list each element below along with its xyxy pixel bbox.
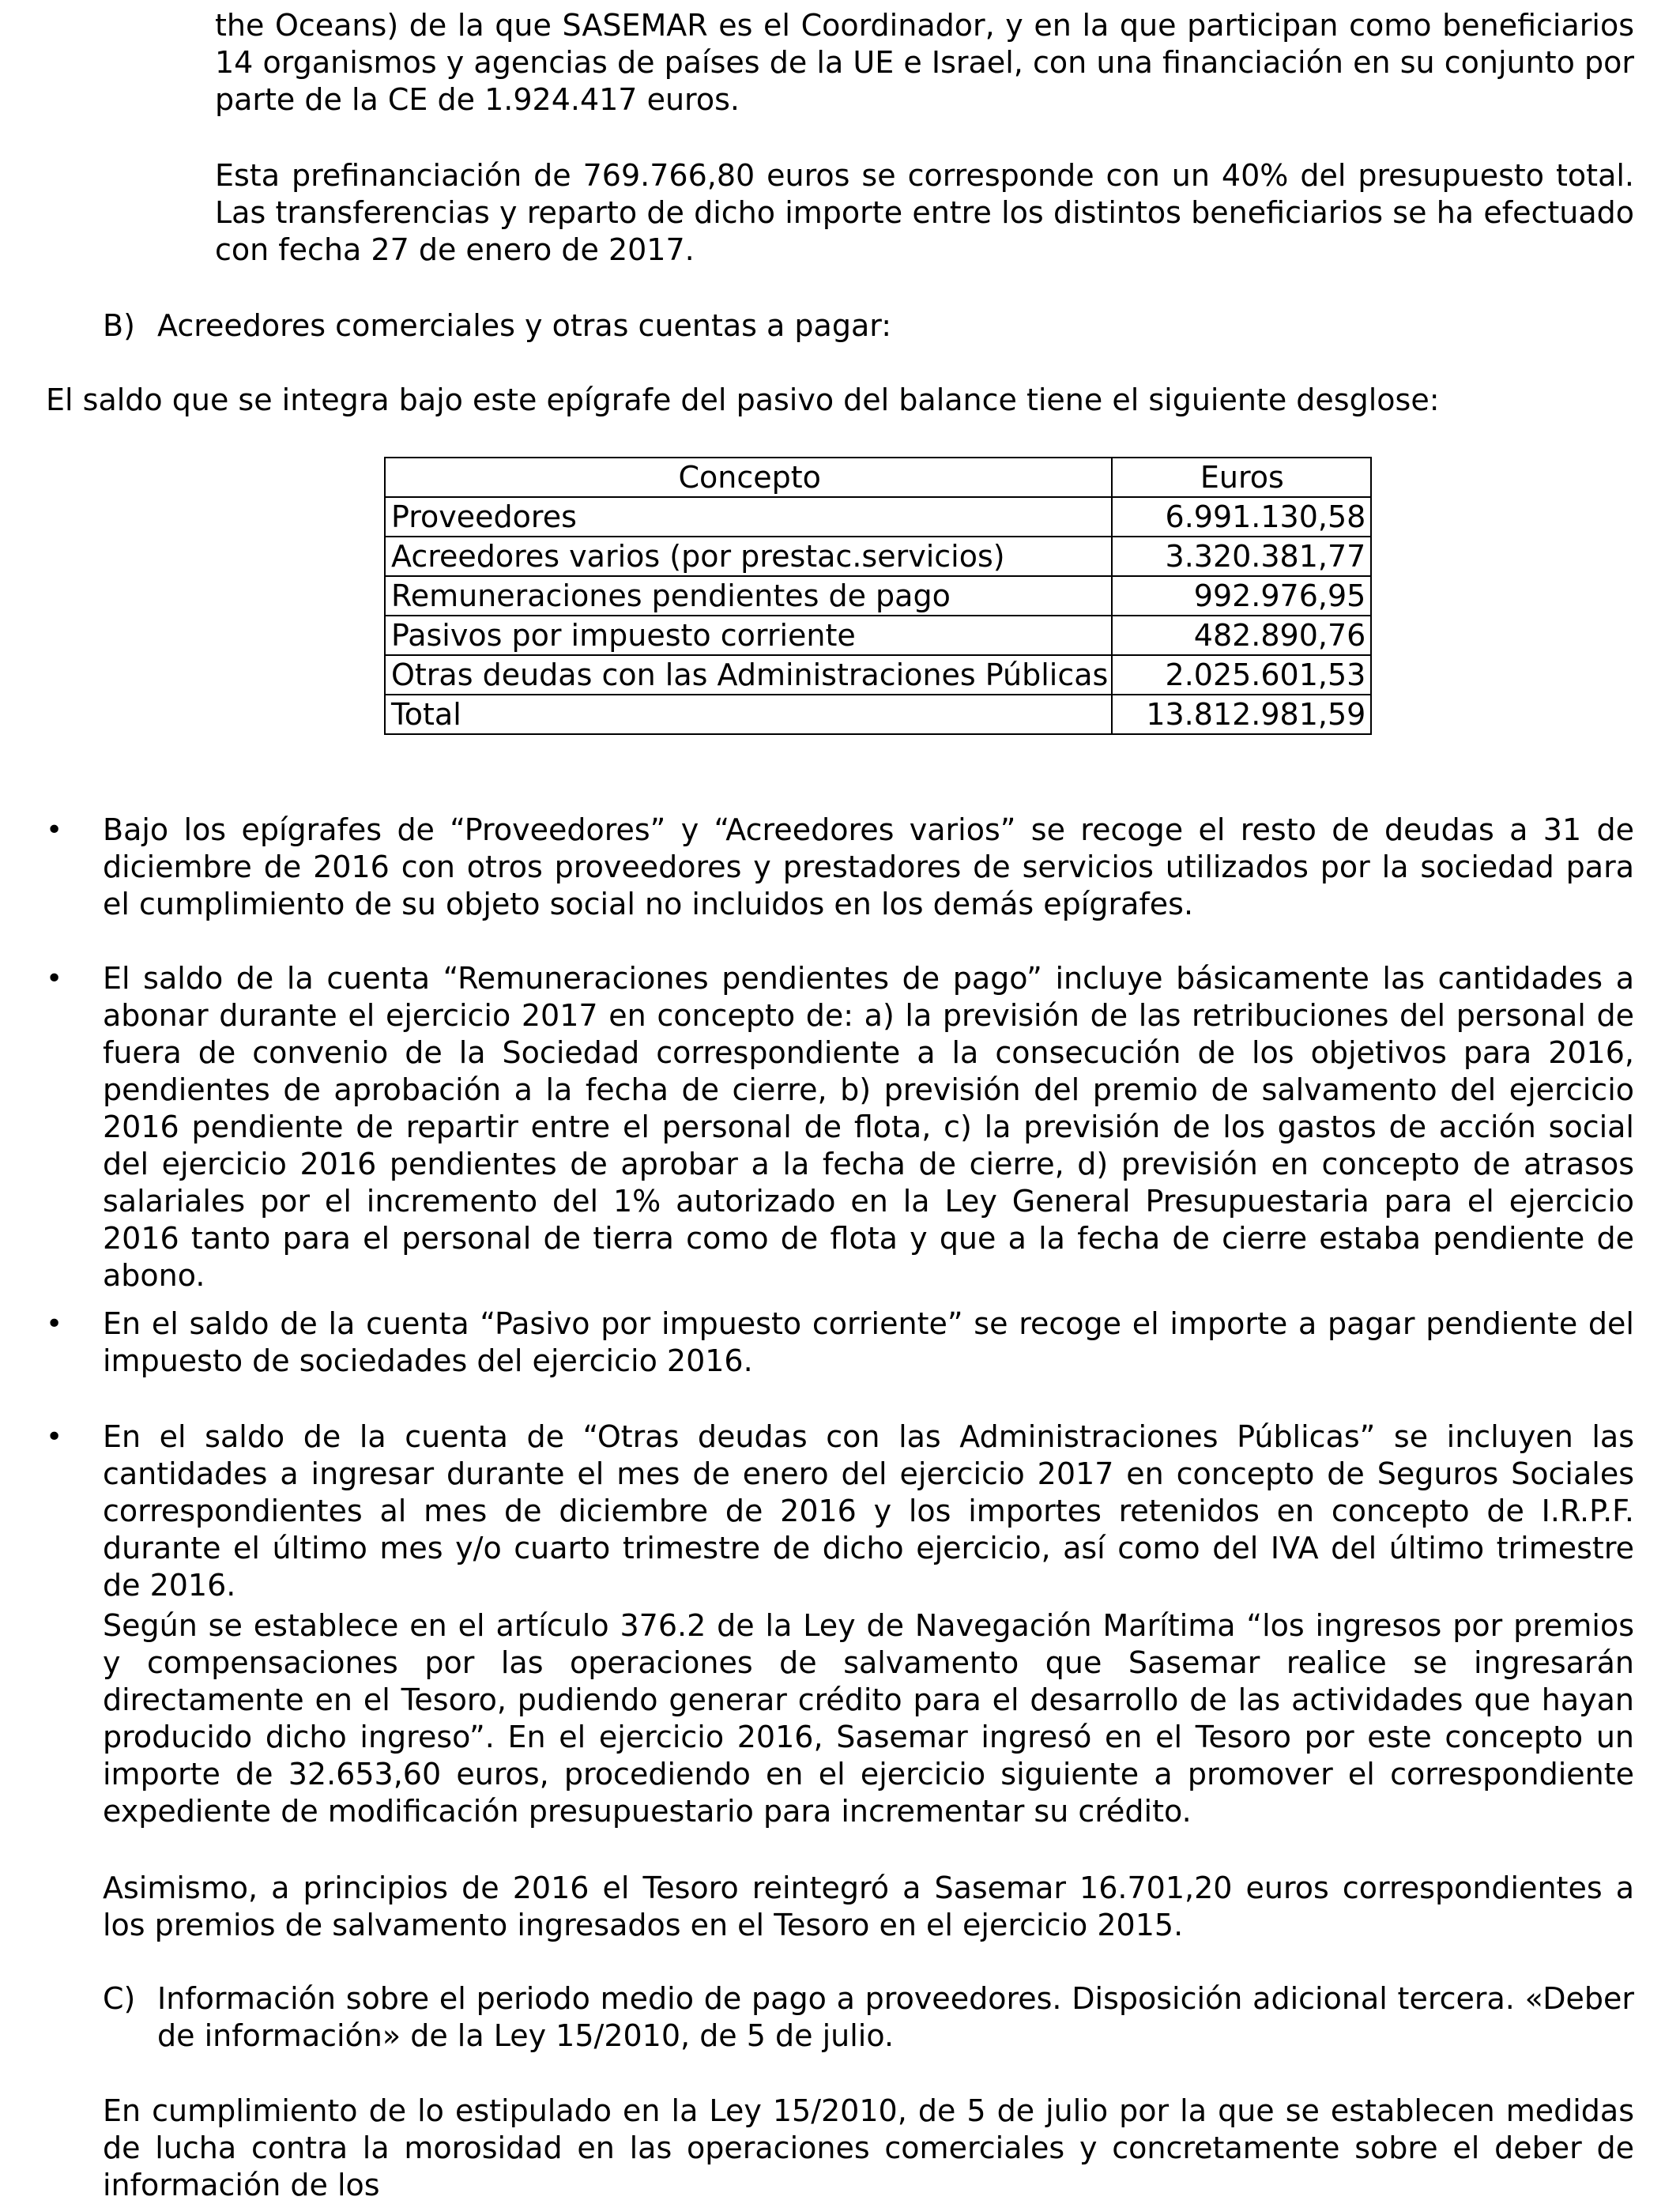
table-row <box>385 497 1371 537</box>
total-amount: 13.812.981,59 <box>1112 695 1371 734</box>
paragraph-prefinancing-amount: Esta prefinanciación de 769.766,80 euros se corresponde con un 40% del presupuesto total. Las transferencias y reparto de dicho importe entre los distintos beneficiarios se ha efectuado con fecha 27 de enero de 2017. <box>215 158 1634 267</box>
bullet-impuesto-corriente: En el saldo de la cuenta “Pasivo por impuesto corriente” se recoge el importe a pagar pendiente del impuesto de sociedades del ejercicio 2016. <box>103 1306 1634 1378</box>
section-c-title: Información sobre el periodo medio de pago a proveedores. Disposición adicional tercera. «Deber de información» de la Ley 15/2010, de 5 de julio. <box>157 1981 1634 2053</box>
header-concept: Concepto <box>385 458 1112 497</box>
table-total-row <box>385 695 1371 734</box>
paragraph-cumplimiento: En cumplimiento de lo estipulado en la Ley 15/2010, de 5 de julio por la que se establecen medidas de lucha contra la morosidad en las operaciones comerciales y concretamente sobre el deber de información de los <box>103 2093 1634 2202</box>
row-amount: 482.890,76 <box>1112 616 1371 655</box>
row-concept: Otras deudas con las Administraciones Públicas <box>385 655 1112 695</box>
section-b-label: B) <box>103 308 135 343</box>
bullet-administraciones: En el saldo de la cuenta de “Otras deudas con las Administraciones Públicas” se incluyen las cantidades a ingresar durante el mes de enero del ejercicio 2017 en concepto de Seguros Sociales correspondientes al mes de diciembre de 2016 y los importes retenidos en concepto de I.R.P.F. durante el último mes y/o cuarto trimestre de dicho ejercicio, así como del IVA del último trimestre de 2016. <box>103 1419 1634 1603</box>
section-c-label: C) <box>103 1981 136 2016</box>
row-amount: 3.320.381,77 <box>1112 537 1371 576</box>
bullet-remuneraciones: El saldo de la cuenta “Remuneraciones pendientes de pago” incluye básicamente las cantidades a abonar durante el ejercicio 2017 en concepto de: a) la previsión de las retribuciones del personal de fuera de convenio de la Sociedad correspondiente a la consecución de los objetivos para 2016, pendientes de aprobación a la fecha de cierre, b) previsión del premio de salvamento del ejercicio 2016 pendiente de repartir entre el personal de flota, c) la previsión de los gastos de acción social del ejercicio 2016 pendientes de aprobar a la fecha de cierre, d) previsión en concepto de atrasos salariales por el incremento del 1% autorizado en la Ley General Presupuestaria para el ejercicio 2016 tanto para el personal de tierra como de flota y que a la fecha de cierre estaba pendiente de abono. <box>103 961 1634 1293</box>
liabilities-table <box>384 457 1372 735</box>
table-intro: El saldo que se integra bajo este epígrafe del pasivo del balance tiene el siguiente desglose: <box>46 382 1440 417</box>
bullet-icon: • <box>46 814 63 846</box>
paragraph-reintegro: Asimismo, a principios de 2016 el Tesoro reintegró a Sasemar 16.701,20 euros correspondientes a los premios de salvamento ingresados en el Tesoro en el ejercicio 2015. <box>103 1871 1634 1942</box>
bullet-icon: • <box>46 1421 63 1453</box>
bullet-icon: • <box>46 1308 63 1340</box>
row-concept: Remuneraciones pendientes de pago <box>385 576 1112 616</box>
paragraph-ley-navegacion: Según se establece en el artículo 376.2 de la Ley de Navegación Marítima “los ingresos por premios y compensaciones por las operaciones de salvamento que Sasemar realice se ingresarán directamente en el Tesoro, pudiendo generar crédito para el desarrollo de las actividades que hayan producido dicho ingreso”. En el ejercicio 2016, Sasemar ingresó en el Tesoro por este concepto un importe de 32.653,60 euros, procediendo en el ejercicio siguiente a promover el correspondiente expediente de modificación presupuestario para incrementar su crédito. <box>103 1608 1634 1829</box>
table-header-row <box>385 458 1371 497</box>
paragraph-prefinancing-context: the Oceans) de la que SASEMAR es el Coordinador, y en la que participan como beneficiarios 14 organismos y agencias de países de la UE e Israel, con una financiación en su conjunto por parte de la CE de 1.924.417 euros. <box>215 8 1634 117</box>
table-row <box>385 655 1371 695</box>
table-row <box>385 576 1371 616</box>
section-b-title: Acreedores comerciales y otras cuentas a pagar: <box>157 308 891 343</box>
row-concept: Acreedores varios (por prestac.servicios) <box>385 537 1112 576</box>
row-amount: 992.976,95 <box>1112 576 1371 616</box>
row-amount: 6.991.130,58 <box>1112 497 1371 537</box>
table-row <box>385 537 1371 576</box>
row-concept: Proveedores <box>385 497 1112 537</box>
bullet-icon: • <box>46 963 63 995</box>
bullet-proveedores: Bajo los epígrafes de “Proveedores” y “Acreedores varios” se recoge el resto de deudas a 31 de diciembre de 2016 con otros proveedores y prestadores de servicios utilizados por la sociedad para el cumplimiento de su objeto social no incluidos en los demás epígrafes. <box>103 812 1634 921</box>
total-label: Total <box>385 695 1112 734</box>
header-euros: Euros <box>1112 458 1371 497</box>
table-row <box>385 616 1371 655</box>
row-concept: Pasivos por impuesto corriente <box>385 616 1112 655</box>
row-amount: 2.025.601,53 <box>1112 655 1371 695</box>
